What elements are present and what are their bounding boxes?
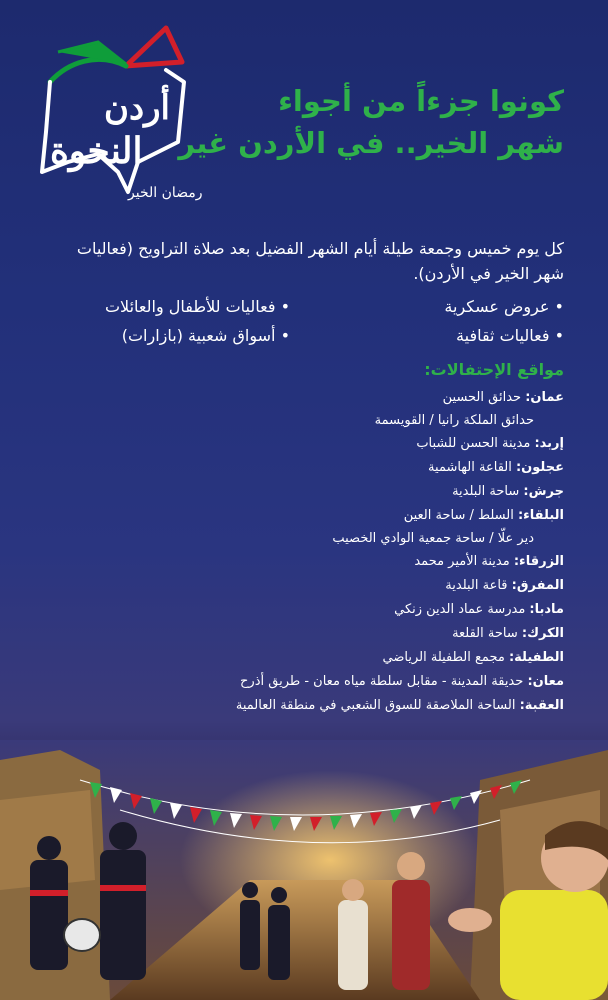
location-places: قاعة البلدية <box>445 578 508 593</box>
location-places: مدرسة عماد الدين زنكي <box>394 602 526 617</box>
location-city: جرش: <box>523 484 564 499</box>
location-row <box>24 480 564 504</box>
location-row <box>24 622 564 646</box>
location-places: الساحة الملاصقة للسوق الشعبي في منطقة العالمية <box>235 698 516 713</box>
campaign-logo <box>28 22 203 207</box>
location-row <box>24 432 564 456</box>
location-row <box>24 386 564 432</box>
bullet-item: • أسواق شعبية (بازارات) <box>121 326 290 345</box>
location-extra: حدائق الملكة رانيا / القويسمة <box>374 413 534 428</box>
location-row <box>24 694 564 718</box>
festival-street-illustration <box>0 740 608 1000</box>
location-city: عمان: <box>525 390 564 405</box>
location-places: مجمع الطفيلة الرياضي <box>382 650 505 665</box>
logo-subtitle: رمضان الخير <box>128 185 203 201</box>
location-places: السلط / ساحة العين <box>403 508 514 523</box>
bullet-list-right <box>374 292 564 350</box>
festival-scene-image <box>0 740 608 1000</box>
location-row <box>24 574 564 598</box>
headline-line-2: شهر الخير.. في الأردن غير <box>178 126 564 160</box>
location-city: العقبة: <box>519 698 564 713</box>
bullet-item: • فعاليات للأطفال والعائلات <box>104 297 290 316</box>
location-row <box>24 504 564 550</box>
locations-title: مواقع الإحتفالات: <box>424 360 564 379</box>
logo-word-nakhwa: النخوة <box>50 130 143 172</box>
location-city: مادبا: <box>529 602 564 617</box>
location-city: إربد: <box>534 436 564 451</box>
location-city: البلقاء: <box>517 508 564 523</box>
location-places: ساحة القلعة <box>452 626 518 641</box>
location-city: الطفيلة: <box>508 650 564 665</box>
locations-list <box>24 386 564 718</box>
bullet-item: • فعاليات ثقافية <box>456 326 564 345</box>
location-city: عجلون: <box>515 460 564 475</box>
location-row <box>24 670 564 694</box>
location-city: معان: <box>527 674 564 689</box>
intro-text: كل يوم خميس وجمعة طيلة أيام الشهر الفضيل بعد صلاة التراويح (فعاليات شهر الخير في الأردن). <box>76 239 564 283</box>
location-row <box>24 456 564 480</box>
location-places: حدائق الحسين <box>442 390 522 405</box>
location-city: الكرك: <box>521 626 564 641</box>
location-places: حديقة المدينة - مقابل سلطة مياه معان - طريق أذرح <box>240 674 524 689</box>
location-places: القاعة الهاشمية <box>428 460 512 475</box>
location-row <box>24 550 564 574</box>
location-row <box>24 646 564 670</box>
location-row <box>24 598 564 622</box>
location-places: ساحة البلدية <box>452 484 520 499</box>
bullet-list-left <box>40 292 290 350</box>
location-places: مدينة الأمير محمد <box>414 554 510 569</box>
logo-word-jordan: أردن <box>104 88 170 128</box>
location-city: الزرقاء: <box>513 554 564 569</box>
headline-line-1: كونوا جزءاً من أجواء <box>278 84 564 118</box>
location-city: المفرق: <box>511 578 564 593</box>
headline <box>178 80 564 164</box>
bullet-item: • عروض عسكرية <box>444 297 564 316</box>
location-extra: دير علّا / ساحة جمعية الوادي الخصيب <box>332 531 534 546</box>
location-places: مدينة الحسن للشباب <box>416 436 531 451</box>
